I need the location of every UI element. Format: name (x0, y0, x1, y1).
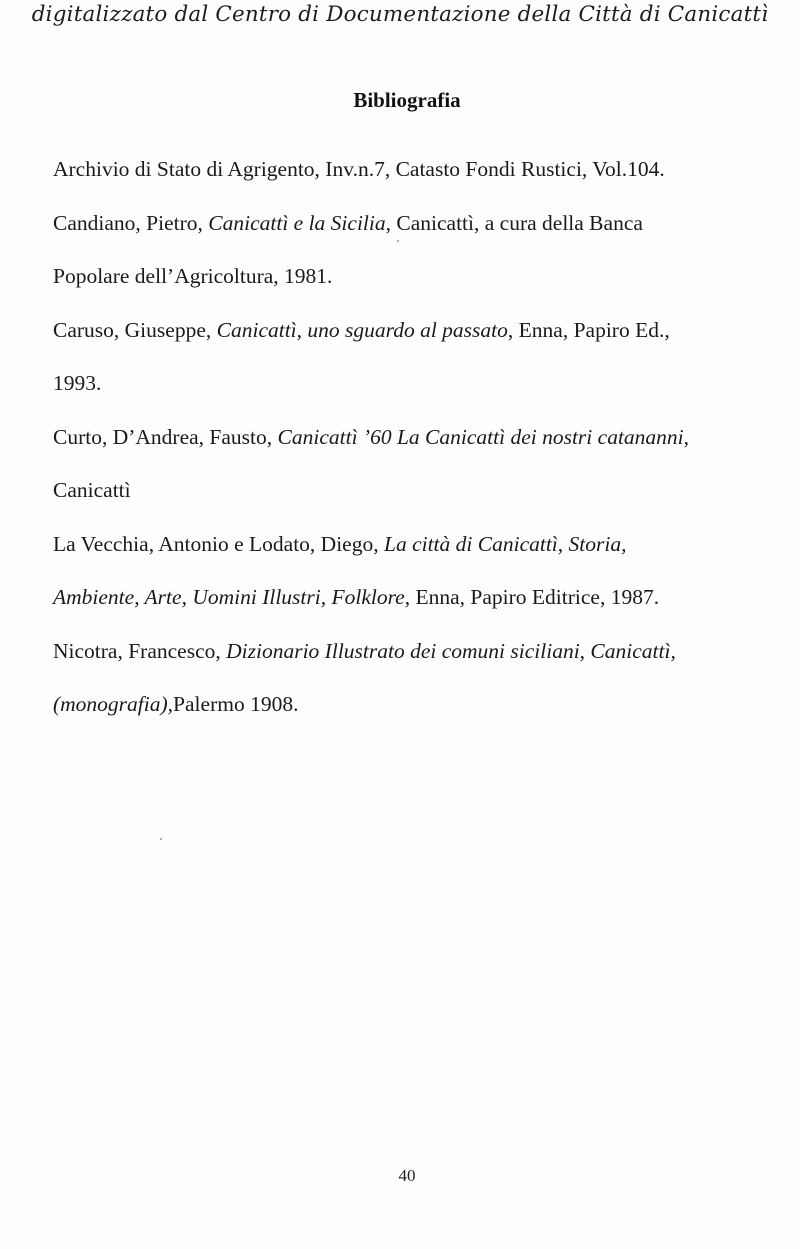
digitization-watermark: digitalizzato dal Centro di Documentazione della Città di Canicattì (31, 2, 769, 26)
text-segment: , Enna, Papiro Ed., (507, 317, 670, 342)
text-segment: , (683, 424, 690, 449)
bibliography-entry-line (53, 464, 753, 518)
bibliography-entry-line (53, 571, 753, 625)
text-segment: Nicotra, Francesco, (53, 638, 227, 663)
bibliography-entry-line (53, 678, 753, 732)
bibliography-entry (53, 143, 753, 197)
bibliography-entry-line (53, 197, 753, 251)
text-segment: , Canicattì, a cura della Banca (385, 210, 643, 235)
italic-title-segment: (monografia), (53, 692, 174, 716)
text-segment: Archivio di Stato di Agrigento, Inv.n.7, Catasto Fondi Rustici, Vol.104. (53, 157, 665, 181)
text-segment: , Enna, Papiro Editrice, 1987. (404, 585, 660, 609)
italic-title-segment: Canicattì, uno sguardo al passato (216, 317, 508, 342)
scan-speck (397, 240, 399, 242)
text-segment: 1993. (53, 371, 102, 395)
bibliography-list (53, 143, 753, 732)
page-number: 40 (398, 1166, 416, 1185)
bibliography-entry (53, 411, 753, 518)
italic-title-segment: Ambiente, Arte, Uomini Illustri, Folklore (53, 585, 405, 609)
italic-title-segment: La città di Canicattì, Storia, (383, 531, 627, 556)
text-segment: Palermo 1908. (173, 692, 299, 716)
bibliography-entry-line (53, 625, 753, 679)
bibliography-entry-line (53, 518, 753, 572)
bibliography-entry (53, 518, 753, 625)
bibliography-entry (53, 197, 753, 304)
text-segment: Candiano, Pietro, (53, 210, 209, 235)
text-segment: La Vecchia, Antonio e Lodato, Diego, (53, 531, 384, 556)
text-segment: Curto, D’Andrea, Fausto, (53, 424, 278, 449)
bibliography-entry-line (53, 357, 753, 411)
text-segment: Canicattì (53, 478, 131, 502)
italic-title-segment: Dizionario Illustrato dei comuni siciliani, Canicattì, (226, 638, 676, 663)
bibliography-entry (53, 304, 753, 411)
italic-title-segment: Canicattì ’60 La Canicattì dei nostri catananni (277, 424, 684, 449)
scan-speck (160, 838, 162, 840)
text-segment: Caruso, Giuseppe, (53, 317, 217, 342)
text-segment: Popolare dell’Agricoltura, 1981. (53, 264, 333, 288)
bibliography-entry-line (53, 411, 753, 465)
page-title: Bibliografia (353, 88, 461, 112)
bibliography-entry (53, 625, 753, 732)
italic-title-segment: Canicattì e la Sicilia (208, 210, 386, 235)
bibliography-entry-line (53, 143, 753, 197)
bibliography-entry-line (53, 250, 753, 304)
bibliography-entry-line (53, 304, 753, 358)
